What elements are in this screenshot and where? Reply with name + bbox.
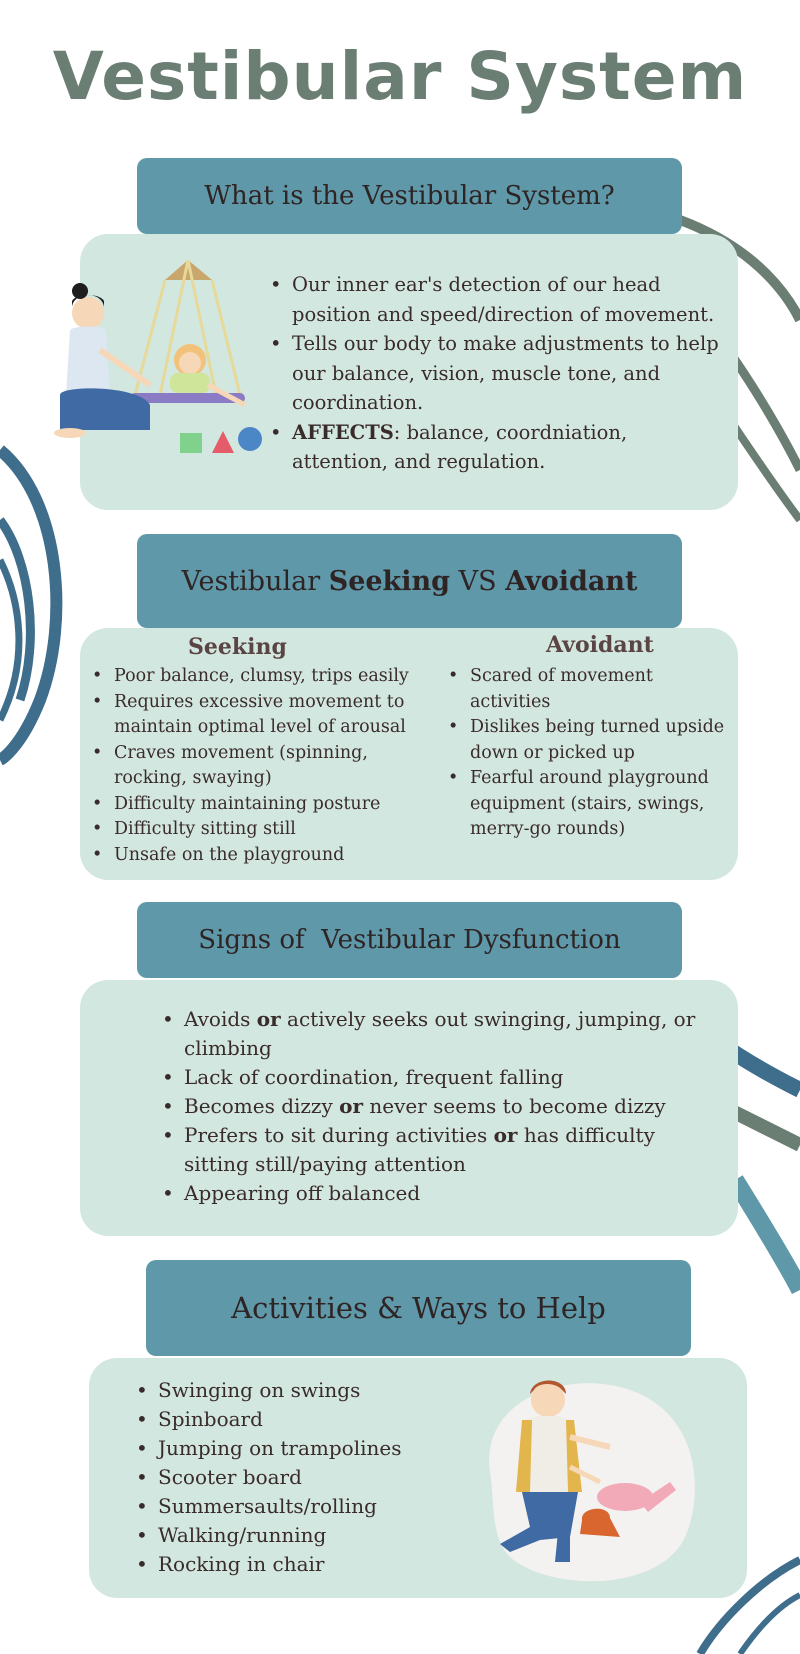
seeking-column-title: Seeking <box>188 634 287 660</box>
list-item: • Difficulty maintaining posture <box>92 792 422 818</box>
list-item: • Scared of movement activities <box>448 664 728 715</box>
item-bold: or <box>339 1094 364 1118</box>
avoidant-list <box>448 664 728 843</box>
therapist-child-swing-illustration <box>40 255 280 495</box>
section-activities-heading <box>146 1260 691 1356</box>
item-text: Avoids <box>184 1007 257 1031</box>
list-item <box>162 1121 702 1179</box>
item-bold: or <box>256 1007 281 1031</box>
adult-child-play-illustration <box>470 1362 710 1592</box>
list-item: • Jumping on trampolines <box>136 1434 456 1463</box>
list-item: • Scooter board <box>136 1463 456 1492</box>
list-item <box>162 1092 702 1121</box>
heading-seeking: Seeking <box>328 565 451 597</box>
item-text: Lack of coordination, frequent falling <box>184 1065 564 1089</box>
list-item: • Requires excessive movement to maintain optimal level of arousal <box>92 690 422 741</box>
list-item: • Spinboard <box>136 1405 456 1434</box>
list-item: • Poor balance, clumsy, trips easily <box>92 664 422 690</box>
section-dysfunction-heading-text: Signs of Vestibular Dysfunction <box>198 925 621 955</box>
affects-label: AFFECTS <box>292 420 394 444</box>
dysfunction-list <box>162 1005 702 1208</box>
list-item: • Walking/running <box>136 1521 456 1550</box>
activities-list <box>136 1376 456 1579</box>
list-item: • Rocking in chair <box>136 1550 456 1579</box>
list-item: • Our inner ear's detection of our head position and speed/direction of movement. <box>270 270 720 329</box>
section-activities-heading-text: Activities & Ways to Help <box>231 1291 606 1325</box>
affects-text: : balance, coordniation, attention, and regulation. <box>292 420 628 473</box>
item-text: Appearing off balanced <box>184 1181 421 1205</box>
list-item: • Swinging on swings <box>136 1376 456 1405</box>
page-title: Vestibular System <box>52 38 748 115</box>
list-item <box>162 1005 702 1063</box>
section-dysfunction-heading <box>137 902 682 978</box>
seeking-list <box>92 664 422 868</box>
heading-vs: VS <box>458 565 497 597</box>
list-item: • Unsafe on the playground <box>92 843 422 869</box>
list-item: • Craves movement (spinning, rocking, swaying) <box>92 741 422 792</box>
list-item: • Summersaults/rolling <box>136 1492 456 1521</box>
list-item: • Fearful around playground equipment (stairs, swings, merry-go rounds) <box>448 766 728 843</box>
item-text: never seems to become dizzy <box>363 1094 666 1118</box>
item-text: has difficulty sitting still/paying attention <box>184 1123 655 1176</box>
list-item: • Tells our body to make adjustments to help our balance, vision, muscle tone, and coordination. <box>270 329 720 418</box>
list-item: • Difficulty sitting still <box>92 817 422 843</box>
list-item <box>162 1179 702 1208</box>
avoidant-column-title: Avoidant <box>546 632 654 658</box>
section-what-is-list <box>270 270 720 477</box>
list-item: • Dislikes being turned upside down or picked up <box>448 715 728 766</box>
list-item <box>162 1063 702 1092</box>
section-seeking-vs-avoidant-heading <box>137 534 682 628</box>
section-what-is-heading-text: What is the Vestibular System? <box>204 181 615 211</box>
item-text: actively seeks out swinging, jumping, or climbing <box>184 1007 696 1060</box>
item-text: Becomes dizzy <box>184 1094 340 1118</box>
item-text: Prefers to sit during activities <box>184 1123 494 1147</box>
list-item <box>270 418 720 477</box>
heading-part: Vestibular <box>181 565 321 597</box>
item-bold: or <box>493 1123 518 1147</box>
section-what-is-heading <box>137 158 682 234</box>
heading-avoidant: Avoidant <box>505 565 638 597</box>
